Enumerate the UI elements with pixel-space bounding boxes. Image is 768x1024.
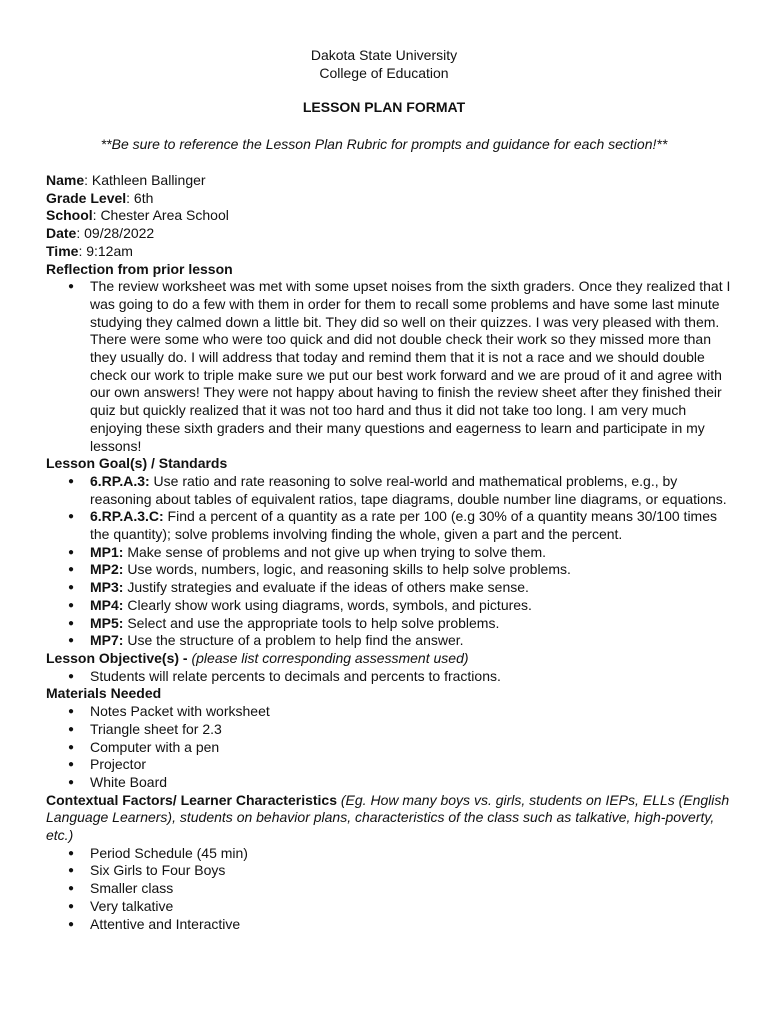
- list-item: ● Students will relate percents to decimals and percents to fractions.: [46, 668, 736, 686]
- standard-text: Use the structure of a problem to help find the answer.: [123, 632, 464, 649]
- list-item: ● Very talkative: [46, 898, 736, 916]
- contextual-heading-row: [46, 792, 736, 845]
- materials-heading: Materials Needed: [46, 685, 162, 702]
- list-item: ● Notes Packet with worksheet: [46, 703, 736, 721]
- standard-code: 6.RP.A.3.C:: [90, 508, 164, 525]
- college-name: College of Education: [319, 65, 449, 81]
- standard-text: Justify strategies and evaluate if the ideas of others make sense.: [123, 579, 529, 596]
- contextual-hint: (Eg. How many boys vs. girls, students on IEPs, ELLs (English Language Learners), students on behavior plans, characteristics of the class such as talkative, high-poverty, etc.): [46, 791, 730, 844]
- standard-text: Use ratio and rate reasoning to solve real-world and mathematical problems, e.g., by reasoning about tables of equivalent ratios, tape diagrams, double number line diagrams, or equations.: [90, 472, 727, 507]
- standard-text: Find a percent of a quantity as a rate per 100 (e.g 30% of a quantity means 30/100 times the quantity); solve problems involving finding the whole, given a part and the percent.: [90, 508, 718, 543]
- list-item: [46, 278, 736, 455]
- list-item: [46, 615, 736, 633]
- reflection-list: [46, 278, 736, 455]
- list-item: [46, 597, 736, 615]
- reflection-heading: Reflection from prior lesson: [46, 260, 233, 277]
- name-field: [46, 172, 736, 190]
- list-item: [46, 561, 736, 579]
- name-value: : Kathleen Ballinger: [84, 172, 206, 188]
- list-item: [46, 508, 736, 543]
- list-item: ● Triangle sheet for 2.3: [46, 721, 736, 739]
- objectives-hint: (please list corresponding assessment used): [191, 649, 469, 666]
- list-item: ● Six Girls to Four Boys: [46, 862, 736, 880]
- list-item: ● Smaller class: [46, 880, 736, 898]
- objectives-heading-row: [46, 650, 736, 668]
- rubric-note: **Be sure to reference the Lesson Plan Rubric for prompts and guidance for each section!**: [100, 136, 668, 152]
- list-item: ● White Board: [46, 774, 736, 792]
- list-item: ● Projector: [46, 756, 736, 774]
- document-title: LESSON PLAN FORMAT: [302, 99, 466, 115]
- document-header: [0, 46, 768, 82]
- standard-text: Clearly show work using diagrams, words, symbols, and pictures.: [123, 596, 532, 613]
- standard-code: MP1:: [90, 543, 124, 560]
- school-value: : Chester Area School: [92, 207, 229, 224]
- standard-code: MP5:: [90, 614, 124, 631]
- materials-list: [46, 703, 736, 792]
- grade-label: Grade Level: [46, 189, 127, 206]
- list-item: ● Period Schedule (45 min): [46, 845, 736, 863]
- list-item: [46, 473, 736, 508]
- goals-heading: Lesson Goal(s) / Standards: [46, 455, 228, 472]
- goals-list: [46, 473, 736, 650]
- standard-code: 6.RP.A.3:: [90, 472, 150, 489]
- name-label: Name: [46, 172, 85, 188]
- list-item: ● Computer with a pen: [46, 739, 736, 757]
- list-item: ● Attentive and Interactive: [46, 916, 736, 934]
- date-value: : 09/28/2022: [76, 225, 155, 242]
- school-field: [46, 207, 736, 225]
- standard-code: MP4:: [90, 596, 124, 613]
- time-value: : 9:12am: [78, 242, 133, 259]
- standard-code: MP7:: [90, 632, 124, 649]
- contextual-heading: Contextual Factors/ Learner Characteristics: [46, 791, 337, 808]
- list-item: [46, 544, 736, 562]
- objectives-heading: Lesson Objective(s) -: [46, 649, 192, 666]
- standard-code: MP3:: [90, 579, 124, 596]
- standard-text: Use words, numbers, logic, and reasoning skills to help solve problems.: [123, 561, 571, 578]
- standard-code: MP2:: [90, 561, 124, 578]
- standard-text: Make sense of problems and not give up when trying to solve them.: [123, 543, 547, 560]
- school-label: School: [46, 207, 93, 224]
- list-item: [46, 579, 736, 597]
- date-label: Date: [46, 225, 77, 242]
- time-label: Time: [46, 242, 79, 259]
- contextual-list: [46, 845, 736, 934]
- grade-value: : 6th: [126, 189, 154, 206]
- lesson-plan-body: [46, 172, 736, 933]
- date-field: [46, 225, 736, 243]
- university-name: Dakota State University: [310, 47, 458, 63]
- time-field: [46, 243, 736, 261]
- standard-text: Select and use the appropriate tools to help solve problems.: [123, 614, 500, 631]
- reflection-text: ● The review worksheet was met with some upset noises from the sixth graders. Once they realized that I was going to do a few with them in order for them to recall some problems and have some last minute studying they calmed down a little bit. They did so well on their quizzes. I was very pleased with them. There were some who were too quick and did not double check their work so they missed more than they usually do. I will address that today and remind them that it is not a race and we should double check our work to triple make sure we put our best work forward and we are proud of it and agree with our own answers! They were not happy about having to finish the review sheet after they finished their quiz but quickly realized that it was not too hard and thus it did not take too long. I am very much enjoying these sixth graders and their many questions and eagerness to learn and participate in my lessons!: [90, 278, 731, 454]
- list-item: [46, 632, 736, 650]
- grade-field: [46, 190, 736, 208]
- objectives-list: [46, 668, 736, 686]
